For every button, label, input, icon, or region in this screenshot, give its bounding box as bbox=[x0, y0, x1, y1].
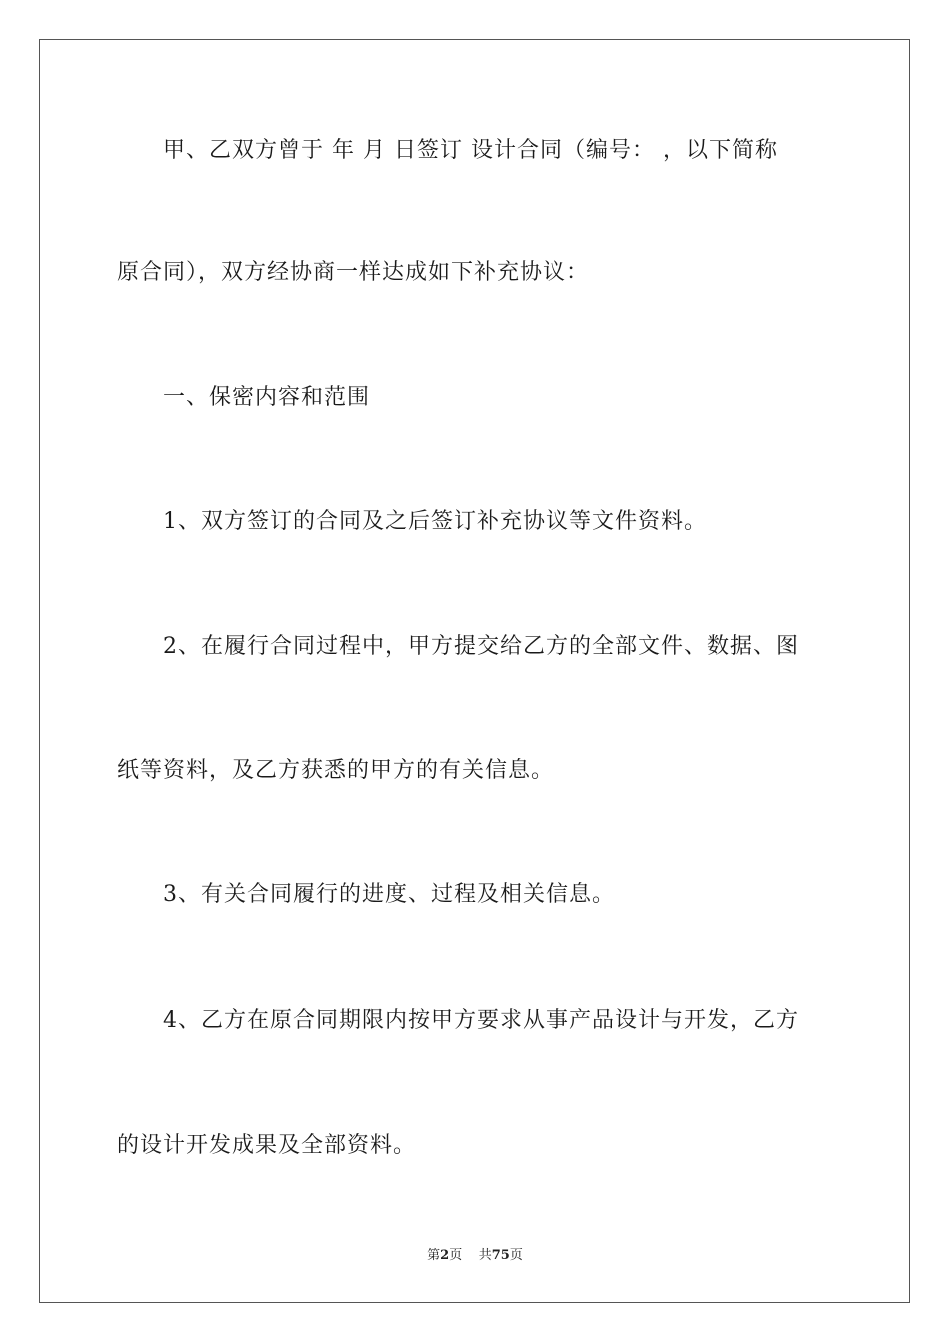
paragraph-1-line-2: 原合同），双方经协商一样达成如下补充协议： bbox=[117, 260, 590, 285]
list-item-2-line-2: 纸等资料，及乙方获悉的甲方的有关信息。 bbox=[117, 758, 555, 783]
total-pages: 75 bbox=[491, 1248, 510, 1263]
total-prefix: 共 bbox=[478, 1248, 492, 1263]
page-suffix: 页 bbox=[449, 1248, 463, 1263]
page-footer bbox=[0, 1247, 950, 1265]
section-heading: 一、保密内容和范围 bbox=[163, 385, 371, 410]
total-suffix: 页 bbox=[509, 1248, 523, 1263]
page-border bbox=[39, 39, 910, 1303]
list-item-4-line-1: 4、乙方在原合同期限内按甲方要求从事产品设计与开发，乙方 bbox=[163, 1008, 799, 1033]
list-item-4-line-2: 的设计开发成果及全部资料。 bbox=[117, 1133, 417, 1158]
list-item-1: 1、双方签订的合同及之后签订补充协议等文件资料。 bbox=[163, 509, 707, 534]
list-item-2-line-1: 2、在履行合同过程中，甲方提交给乙方的全部文件、数据、图 bbox=[163, 634, 799, 659]
page-number: 2 bbox=[440, 1248, 450, 1263]
paragraph-1-line-1: 甲、乙双方曾于 年 月 日签订 设计合同（编号： ，以下简称 bbox=[163, 138, 778, 163]
list-item-3: 3、有关合同履行的进度、过程及相关信息。 bbox=[163, 882, 615, 907]
page-prefix: 第 bbox=[427, 1248, 441, 1263]
